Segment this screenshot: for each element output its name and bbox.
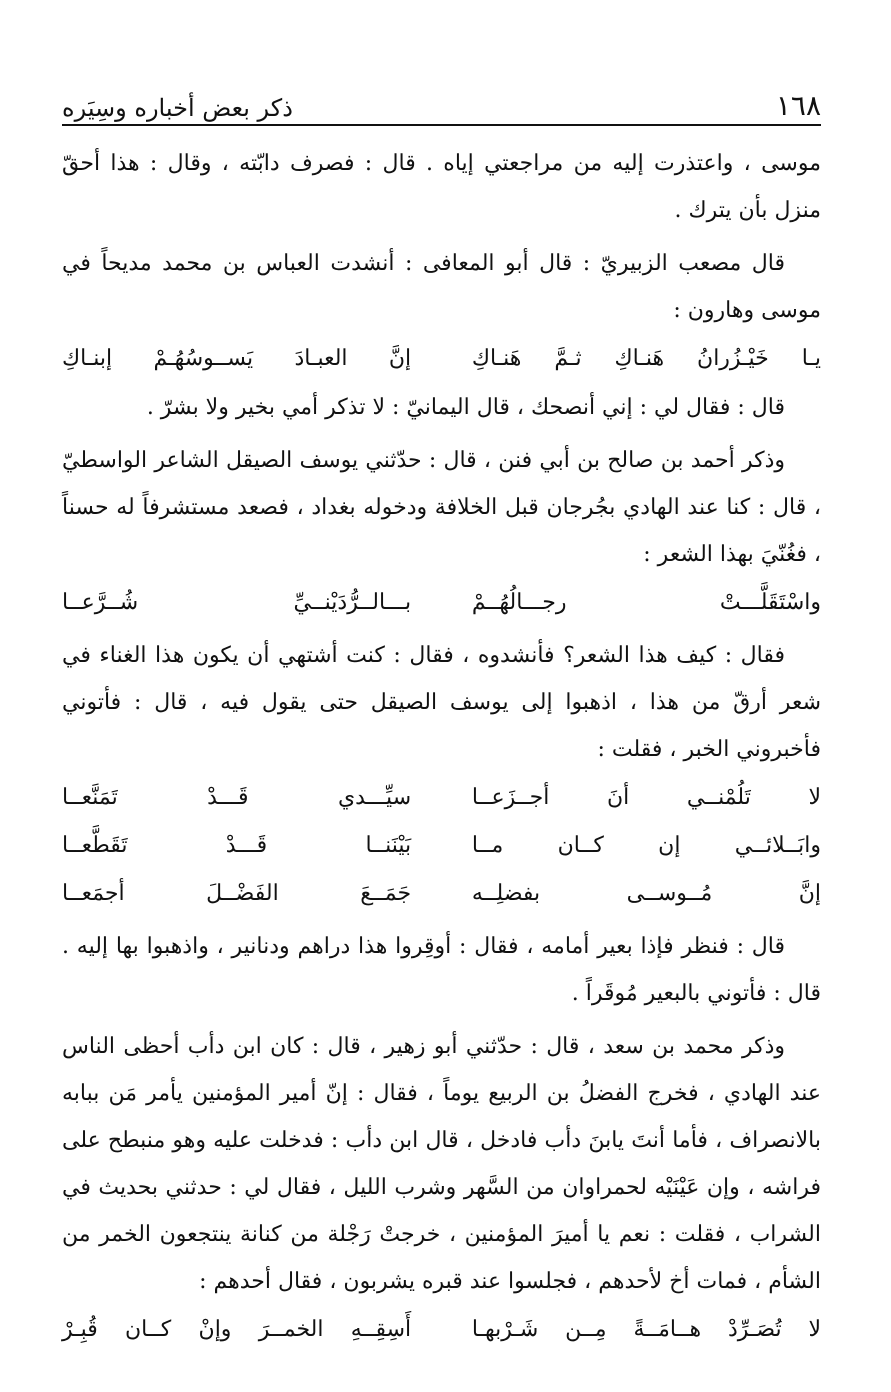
paragraph-4: وذكر أحمد بن صالح بن أبي فنن ، قال : حدّثني يوسف الصيقل الشاعر الواسطيّ ، قال : كنا عند الهادي بجُرجان قبل الخلافة ودخوله بغداد ، فصعد مستشرفاً له حسناً ، فغُنّيَ بهذا الشعر : bbox=[62, 448, 821, 567]
verse-4-second-hemistich: بَيْنَنــا قَـــدْ تَقَطَّعــا bbox=[62, 833, 412, 858]
verse-4-first-hemistich: وابَــلائــي إن كــان مــا bbox=[471, 833, 821, 858]
verse-1-first-hemistich: يـا خَيْـزُرانُ هَنـاكِ ثـمَّ هَنـاكِ bbox=[471, 346, 821, 371]
header-rule bbox=[62, 124, 821, 126]
running-title: ذكر بعض أخباره وسِيَره bbox=[62, 94, 293, 122]
verse-line-2 bbox=[62, 580, 821, 626]
page-body bbox=[62, 140, 821, 1355]
paragraph-3: قال : فقال لي : إني أنصحك ، قال اليمانيّ : لا تذكر أمي بخير ولا بشرّ . bbox=[146, 395, 785, 420]
verse-6-first-hemistich: لا تُصَـرِّدْ هــامَــةً مِــن شَـرْبهـا bbox=[471, 1317, 821, 1342]
verse-3-second-hemistich: سيِّـــدي قَـــدْ تَمَنَّعــا bbox=[62, 785, 412, 810]
paragraph-5: فقال : كيف هذا الشعر؟ فأنشدوه ، فقال : كنت أشتهي أن يكون هذا الغناء في شعر أرقّ من هذا ، اذهبوا إلى يوسف الصيقل حتى يقول فيه ، قال : فأتوني فأخبروني الخبر ، فقلت : bbox=[62, 643, 821, 762]
verse-6-second-hemistich: أَسِقِــهِ الخمــرَ وإنْ كــان قُبِـرْ bbox=[62, 1317, 412, 1342]
running-header bbox=[62, 78, 821, 122]
verse-line-5 bbox=[62, 871, 821, 917]
paragraph-6: قال : فنظر فإذا بعير أمامه ، فقال : أوقِروا هذا دراهم ودنانير ، واذهبوا بها إليه . قال : فأتوني بالبعير مُوقَراً . bbox=[62, 934, 821, 1006]
verse-2-first-hemistich: واسْتَقَلَّـــتْ رجـــالُهُــمْ bbox=[471, 590, 821, 615]
verse-3-first-hemistich: لا تَلُمْنــي أنَ أجــزَعــا bbox=[471, 785, 821, 810]
paragraph-1: موسى ، واعتذرت إليه من مراجعتي إياه . قال : فصرف دابّته ، وقال : هذا أحقّ منزل بأن يترك . bbox=[62, 151, 821, 223]
verse-2-second-hemistich: بـــالــرُّدَيْنــيِّ شُــرَّعــا bbox=[62, 590, 412, 615]
verse-1-second-hemistich: إنَّ العبـادَ يَســوسُهُـمْ إبنـاكِ bbox=[62, 346, 412, 371]
paragraph-2: قال مصعب الزبيريّ : قال أبو المعافى : أنشدت العباس بن محمد مديحاً في موسى وهارون : bbox=[62, 251, 821, 323]
verse-line-4 bbox=[62, 823, 821, 869]
verse-line-6 bbox=[62, 1307, 821, 1353]
page-number: ١٦٨ bbox=[775, 89, 821, 122]
paragraph-7: وذكر محمد بن سعد ، قال : حدّثني أبو زهير ، قال : كان ابن دأب أحظى الناس عند الهادي ، فخرج الفضلُ بن الربيع يوماً ، فقال : إنّ أمير المؤمنين يأمر مَن ببابه بالانصراف ، فأما أنتَ يابنَ دأب فادخل ، قال ابن دأب : فدخلت عليه وهو منبطح على فراشه ، وإن عَيْنَيْه لحمراوان من السَّهر وشرب الليل ، فقال لي : حدثني بحديث في الشراب ، فقلت : نعم يا أميرَ المؤمنين ، خرجتْ رَجْلة من كنانة ينتجعون الخمر من الشأم ، فمات أخ لأحدهم ، فجلسوا عند قبره يشربون ، فقال أحدهم : bbox=[62, 1034, 821, 1294]
verse-5-first-hemistich: إنَّ مُــوســى بفضلِــه bbox=[471, 881, 821, 906]
verse-5-second-hemistich: جَمَــعَ الفَضْــلَ أجمَعــا bbox=[62, 881, 412, 906]
verse-line-3 bbox=[62, 775, 821, 821]
verse-line-1 bbox=[62, 336, 821, 382]
